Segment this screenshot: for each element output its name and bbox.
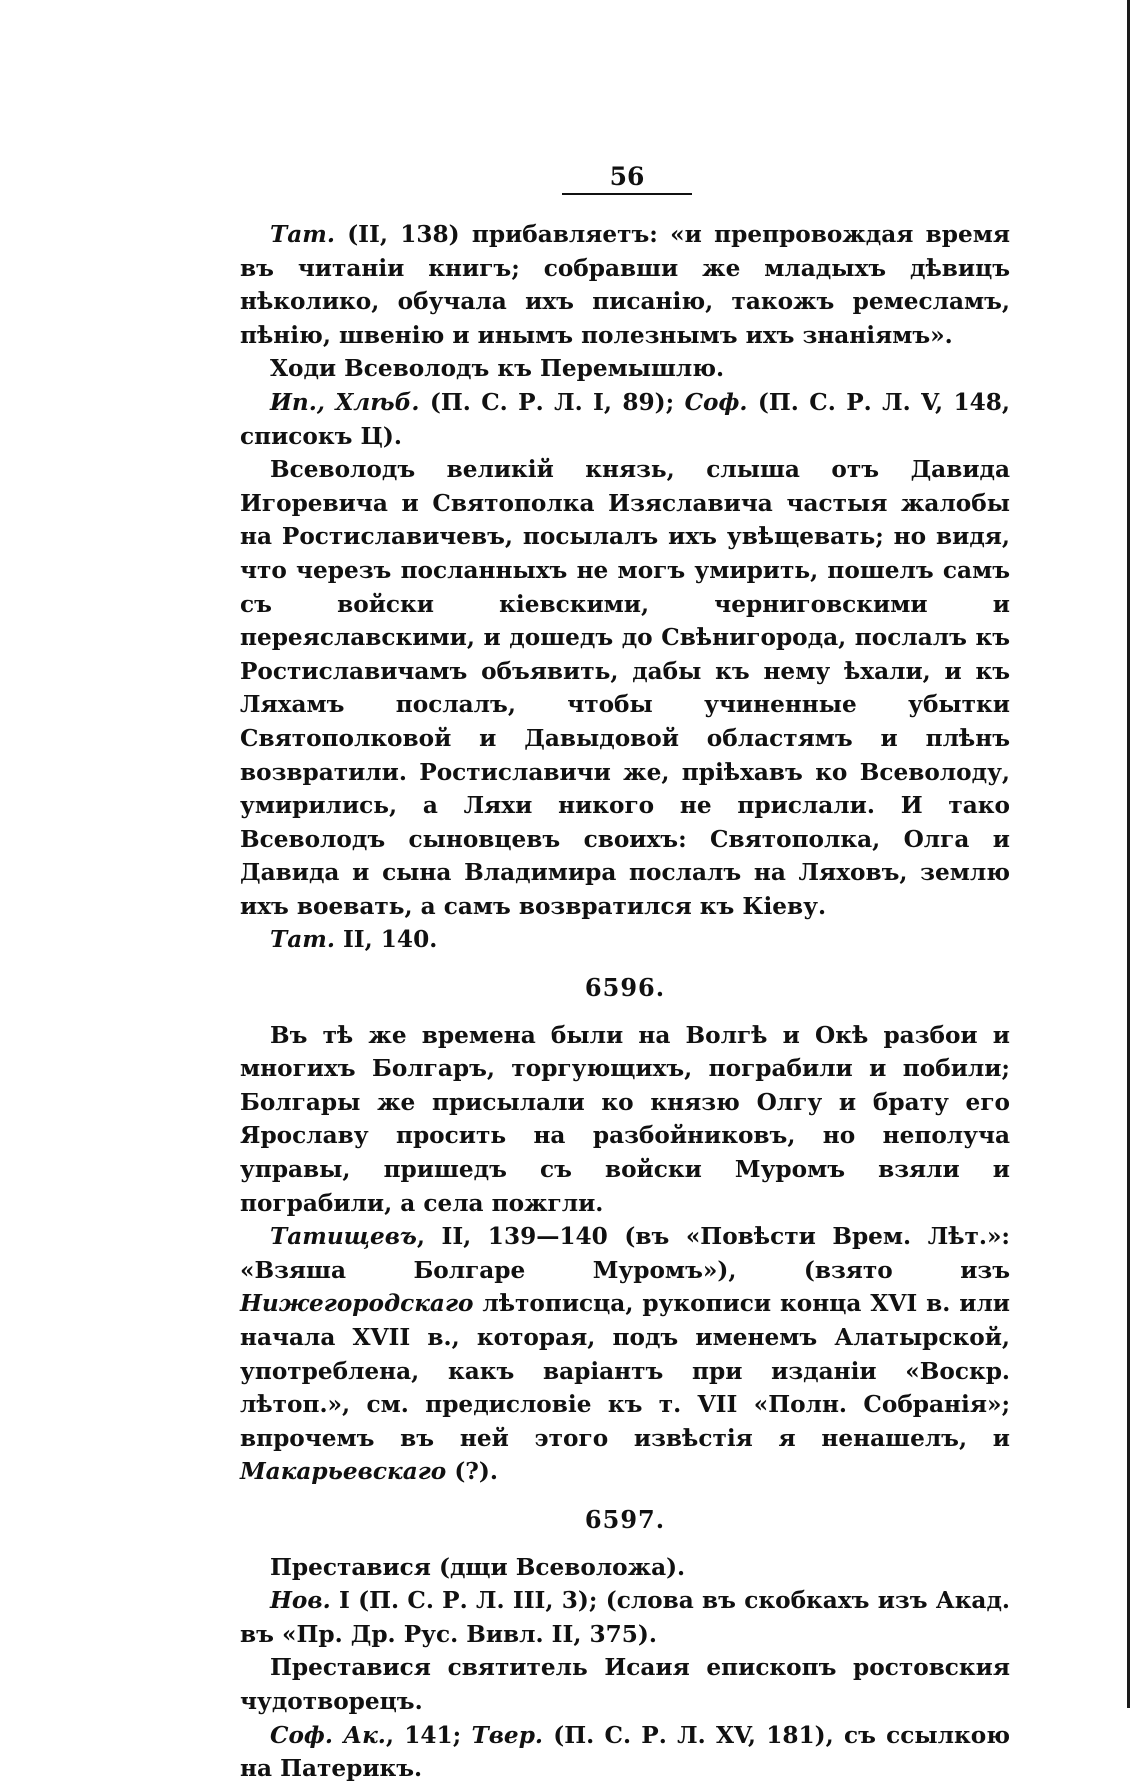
page-text — [240, 218, 1010, 1786]
paragraph-text: Преставися святитель Исаия епископъ ростовския чудотворецъ. — [240, 1654, 1010, 1715]
paragraph — [240, 1719, 1010, 1786]
paragraph — [240, 218, 1010, 352]
paragraph — [240, 1551, 1010, 1585]
paragraph-text: Всеволодъ великій князь, слыша отъ Давида Игоревича и Святополка Изяславича частыя жалобы на Ростиславичевъ, посылалъ ихъ увѣщевать; но видя, что черезъ посланныхъ не могъ умирить, пошелъ самъ съ войски кіевскими, черниговскими и переяславскими, и дошедъ до Свѣнигорода, послалъ къ Ростиславичамъ объявить, дабы къ нему ѣхали, и къ Ляхамъ послалъ, чтобы учиненные убытки Святополковой и Давыдовой областямъ и плѣнъ возвратили. Ростиславичи же, пріѣхавъ ко Всеволоду, умирились, а Ляхи никого не прислали. И тако Всеволодъ сыновцевъ своихъ: Святополка, Олга и Давида и сына Владимира послалъ на Ляховъ, землю ихъ воевать, а самъ возвратился къ Кіеву. — [240, 456, 1010, 920]
paragraph-text: Въ тѣ же времена были на Волгѣ и Окѣ разбои и многихъ Болгаръ, торгующихъ, пограбили и побили; Болгары же присылали ко князю Олгу и брату его Ярославу просить на разбойниковъ, но неполуча управы, пришедъ съ войски Муромъ взяли и пограбили, а села пожгли. — [240, 1021, 1010, 1217]
paragraph-text: Преставися (дщи Всеволожа). — [270, 1553, 686, 1581]
source-citation: Татищевъ — [270, 1223, 417, 1251]
source-citation: Тат. — [270, 221, 335, 248]
year-heading: 6596. — [584, 973, 666, 1003]
paragraph-text: , 141; — [385, 1721, 472, 1749]
year-heading: 6597. — [584, 1504, 666, 1534]
source-citation: Соф. Ак. — [270, 1721, 386, 1749]
source-citation: Нижегородскаго — [240, 1290, 474, 1318]
paragraph — [240, 386, 1010, 453]
paragraph-text: II, 140. — [334, 926, 438, 954]
paragraph — [240, 1651, 1010, 1718]
paragraph — [240, 1584, 1010, 1651]
paragraph-text: лѣтописца, рукописи конца XVI в. или начала XVII в., которая, подъ именемъ Алатырской, употреблена, какъ варіантъ при изданіи «Воскр. лѣтоп.», см. предисловіе къ т. VII «Полн. Собранія»; впрочемъ въ ней этого извѣстія я ненашелъ, и — [240, 1290, 1010, 1452]
paragraph-text: I (П. С. Р. Л. III, 3); (слова въ скобкахъ изъ Акад. въ «Пр. Др. Рус. Вивл. II, 375). — [240, 1587, 1010, 1648]
source-citation: Нов. — [270, 1587, 331, 1615]
source-citation: Тат. — [270, 926, 335, 954]
paragraph — [240, 1019, 1010, 1221]
page-number: 56 — [562, 162, 692, 195]
source-citation: Твер. — [471, 1721, 543, 1749]
paragraph — [240, 923, 1010, 957]
source-citation: Макарьевскаго — [240, 1458, 447, 1486]
source-citation: Соф. — [684, 388, 748, 416]
paragraph — [240, 352, 1010, 386]
paragraph-text: Ходи Всеволодъ къ Перемышлю. — [270, 355, 725, 383]
paragraph-text: (II, 138) прибавляетъ: «и препровождая время въ читаніи книгъ; собравши же младыхъ дѣвицъ нѣколико, обучала ихъ писанію, такожъ ремесламъ, пѣнію, швенію и инымъ полезнымъ ихъ знаніямъ». — [240, 221, 1010, 349]
paragraph — [240, 453, 1010, 923]
paragraph-text: (П. С. Р. Л. V, 148, списокъ Ц). — [240, 388, 1010, 450]
paragraph-text: (П. С. Р. Л. I, 89); — [419, 388, 685, 416]
paragraph-text: (П. С. Р. Л. XV, 181), съ ссылкою на Патерикъ. — [240, 1721, 1010, 1783]
paragraph — [240, 1220, 1010, 1489]
paragraph-text: (?). — [446, 1458, 498, 1486]
paragraph-text: , II, 139—140 (въ «Повѣсти Врем. Лѣт.»: «Взяша Болгаре Муромъ»), (взято изъ — [240, 1223, 1010, 1284]
source-citation: Ип., Хлѣб. — [270, 388, 420, 416]
page-edge-line — [1127, 0, 1130, 1708]
